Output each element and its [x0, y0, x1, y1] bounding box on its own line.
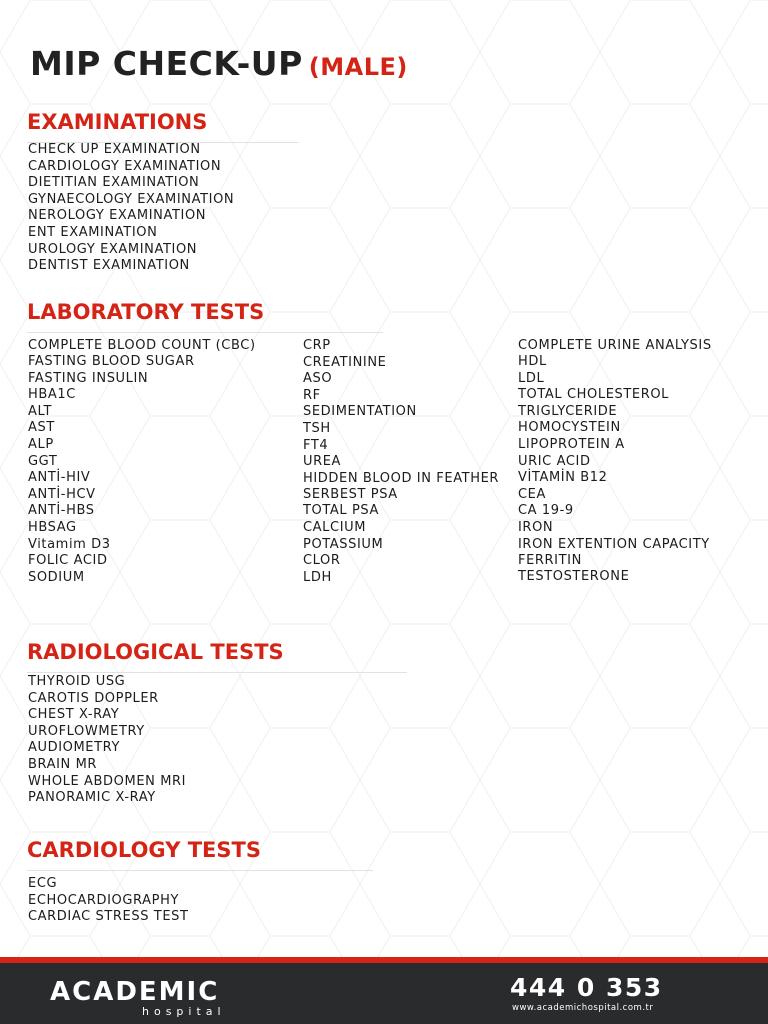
list-item: PANORAMIC X-RAY — [28, 790, 156, 806]
footer — [0, 963, 768, 1024]
section-heading-radiological: RADIOLOGICAL TESTS — [27, 640, 407, 673]
list-item: ANTİ-HCV — [28, 486, 96, 502]
list-item: FT4 — [303, 437, 329, 453]
list-item: SERBEST PSA — [303, 486, 398, 502]
list-item: VİTAMİN B12 — [518, 470, 608, 486]
list-item: CREATININE — [303, 354, 387, 370]
list-item: HOMOCYSTEIN — [518, 420, 621, 436]
list-item: CALCIUM — [303, 519, 367, 535]
list-item: RF — [303, 387, 321, 403]
list-item: LIPOPROTEIN A — [518, 436, 625, 452]
list-item: HIDDEN BLOOD IN FEATHER — [303, 470, 500, 486]
list-item: POTASSIUM — [303, 536, 384, 552]
cardiology-list — [28, 876, 189, 926]
section-heading-examinations: EXAMINATIONS — [27, 110, 299, 143]
list-item: FASTING BLOOD SUGAR — [28, 354, 195, 369]
list-item: ENT EXAMINATION — [28, 224, 158, 240]
list-item: Vitamim D3 — [28, 536, 111, 552]
list-item: DIETITIAN EXAMINATION — [28, 175, 200, 191]
list-item: ANTİ-HIV — [28, 470, 91, 486]
list-item: FASTING INSULIN — [28, 370, 149, 386]
list-item: UROFLOWMETRY — [28, 723, 145, 739]
list-item: TRIGLYCERIDE — [518, 403, 618, 419]
list-item: AST — [28, 420, 55, 436]
list-item: NEROLOGY EXAMINATION — [28, 208, 207, 224]
list-item: UREA — [303, 454, 342, 470]
list-item: AUDIOMETRY — [28, 740, 120, 756]
list-item: BRAIN MR — [28, 756, 98, 772]
list-item: HBSAG — [28, 519, 77, 535]
list-item: TOTAL CHOLESTEROL — [518, 387, 670, 403]
list-item: ALP — [28, 436, 54, 452]
list-item: ECG — [28, 876, 58, 891]
examinations-list — [28, 142, 234, 275]
logo-subtitle: hospital — [142, 1005, 226, 1018]
list-item: CARDIAC STRESS TEST — [28, 909, 189, 925]
page-title-subtitle: (MALE) — [308, 53, 408, 81]
list-item: CLOR — [303, 553, 341, 569]
list-item: HDL — [518, 354, 547, 369]
list-item: TSH — [303, 420, 331, 436]
section-heading-cardiology: CARDIOLOGY TESTS — [27, 838, 373, 871]
laboratory-list-column-3 — [518, 338, 758, 586]
laboratory-list-column-2 — [303, 338, 503, 586]
list-item: CHEST X-RAY — [28, 707, 120, 723]
list-item: SEDIMENTATION — [303, 404, 417, 420]
list-item: CAROTIS DOPPLER — [28, 690, 159, 706]
page-title — [30, 44, 408, 83]
radiological-list — [28, 674, 186, 807]
laboratory-list-column-1 — [28, 338, 278, 586]
list-item: LDL — [518, 370, 545, 386]
section-heading-laboratory: LABORATORY TESTS — [27, 300, 383, 333]
list-item: IRON EXTENTION CAPACITY — [518, 536, 710, 552]
list-item: CEA — [518, 486, 546, 502]
page-title-main: MIP CHECK-UP — [30, 44, 303, 83]
list-item: ASO — [303, 371, 333, 387]
list-item: ECHOCARDIOGRAPHY — [28, 892, 180, 908]
list-item: TOTAL PSA — [303, 503, 379, 519]
academic-hospital-logo[interactable] — [50, 977, 290, 1017]
list-item: DENTIST EXAMINATION — [28, 258, 190, 274]
list-item: CARDIOLOGY EXAMINATION — [28, 158, 222, 174]
list-item: LDH — [303, 569, 332, 585]
list-item: COMPLETE BLOOD COUNT (CBC) — [28, 338, 256, 353]
website-link[interactable]: www.academichospital.com.tr — [512, 1003, 654, 1013]
list-item: ANTİ-HBS — [28, 503, 95, 519]
list-item: SODIUM — [28, 569, 85, 585]
list-item: CRP — [303, 338, 331, 353]
list-item: IRON — [518, 519, 554, 535]
list-item: FOLIC ACID — [28, 553, 108, 569]
list-item: GYNAECOLOGY EXAMINATION — [28, 191, 235, 207]
list-item: WHOLE ABDOMEN MRI — [28, 773, 187, 789]
list-item: CA 19-9 — [518, 503, 574, 519]
list-item: CHECK UP EXAMINATION — [28, 142, 201, 157]
list-item: COMPLETE URINE ANALYSIS — [518, 338, 712, 353]
logo-wordmark: ACADEMIC — [50, 977, 220, 1007]
phone-number[interactable]: 444 0 353 — [510, 973, 663, 1002]
list-item: GGT — [28, 453, 58, 469]
list-item: UROLOGY EXAMINATION — [28, 241, 198, 257]
list-item: HBA1C — [28, 387, 76, 403]
list-item: FERRITIN — [518, 552, 582, 568]
list-item: TESTOSTERONE — [518, 569, 630, 585]
list-item: THYROID USG — [28, 674, 126, 689]
list-item: ALT — [28, 403, 53, 419]
list-item: URIC ACID — [518, 453, 591, 469]
